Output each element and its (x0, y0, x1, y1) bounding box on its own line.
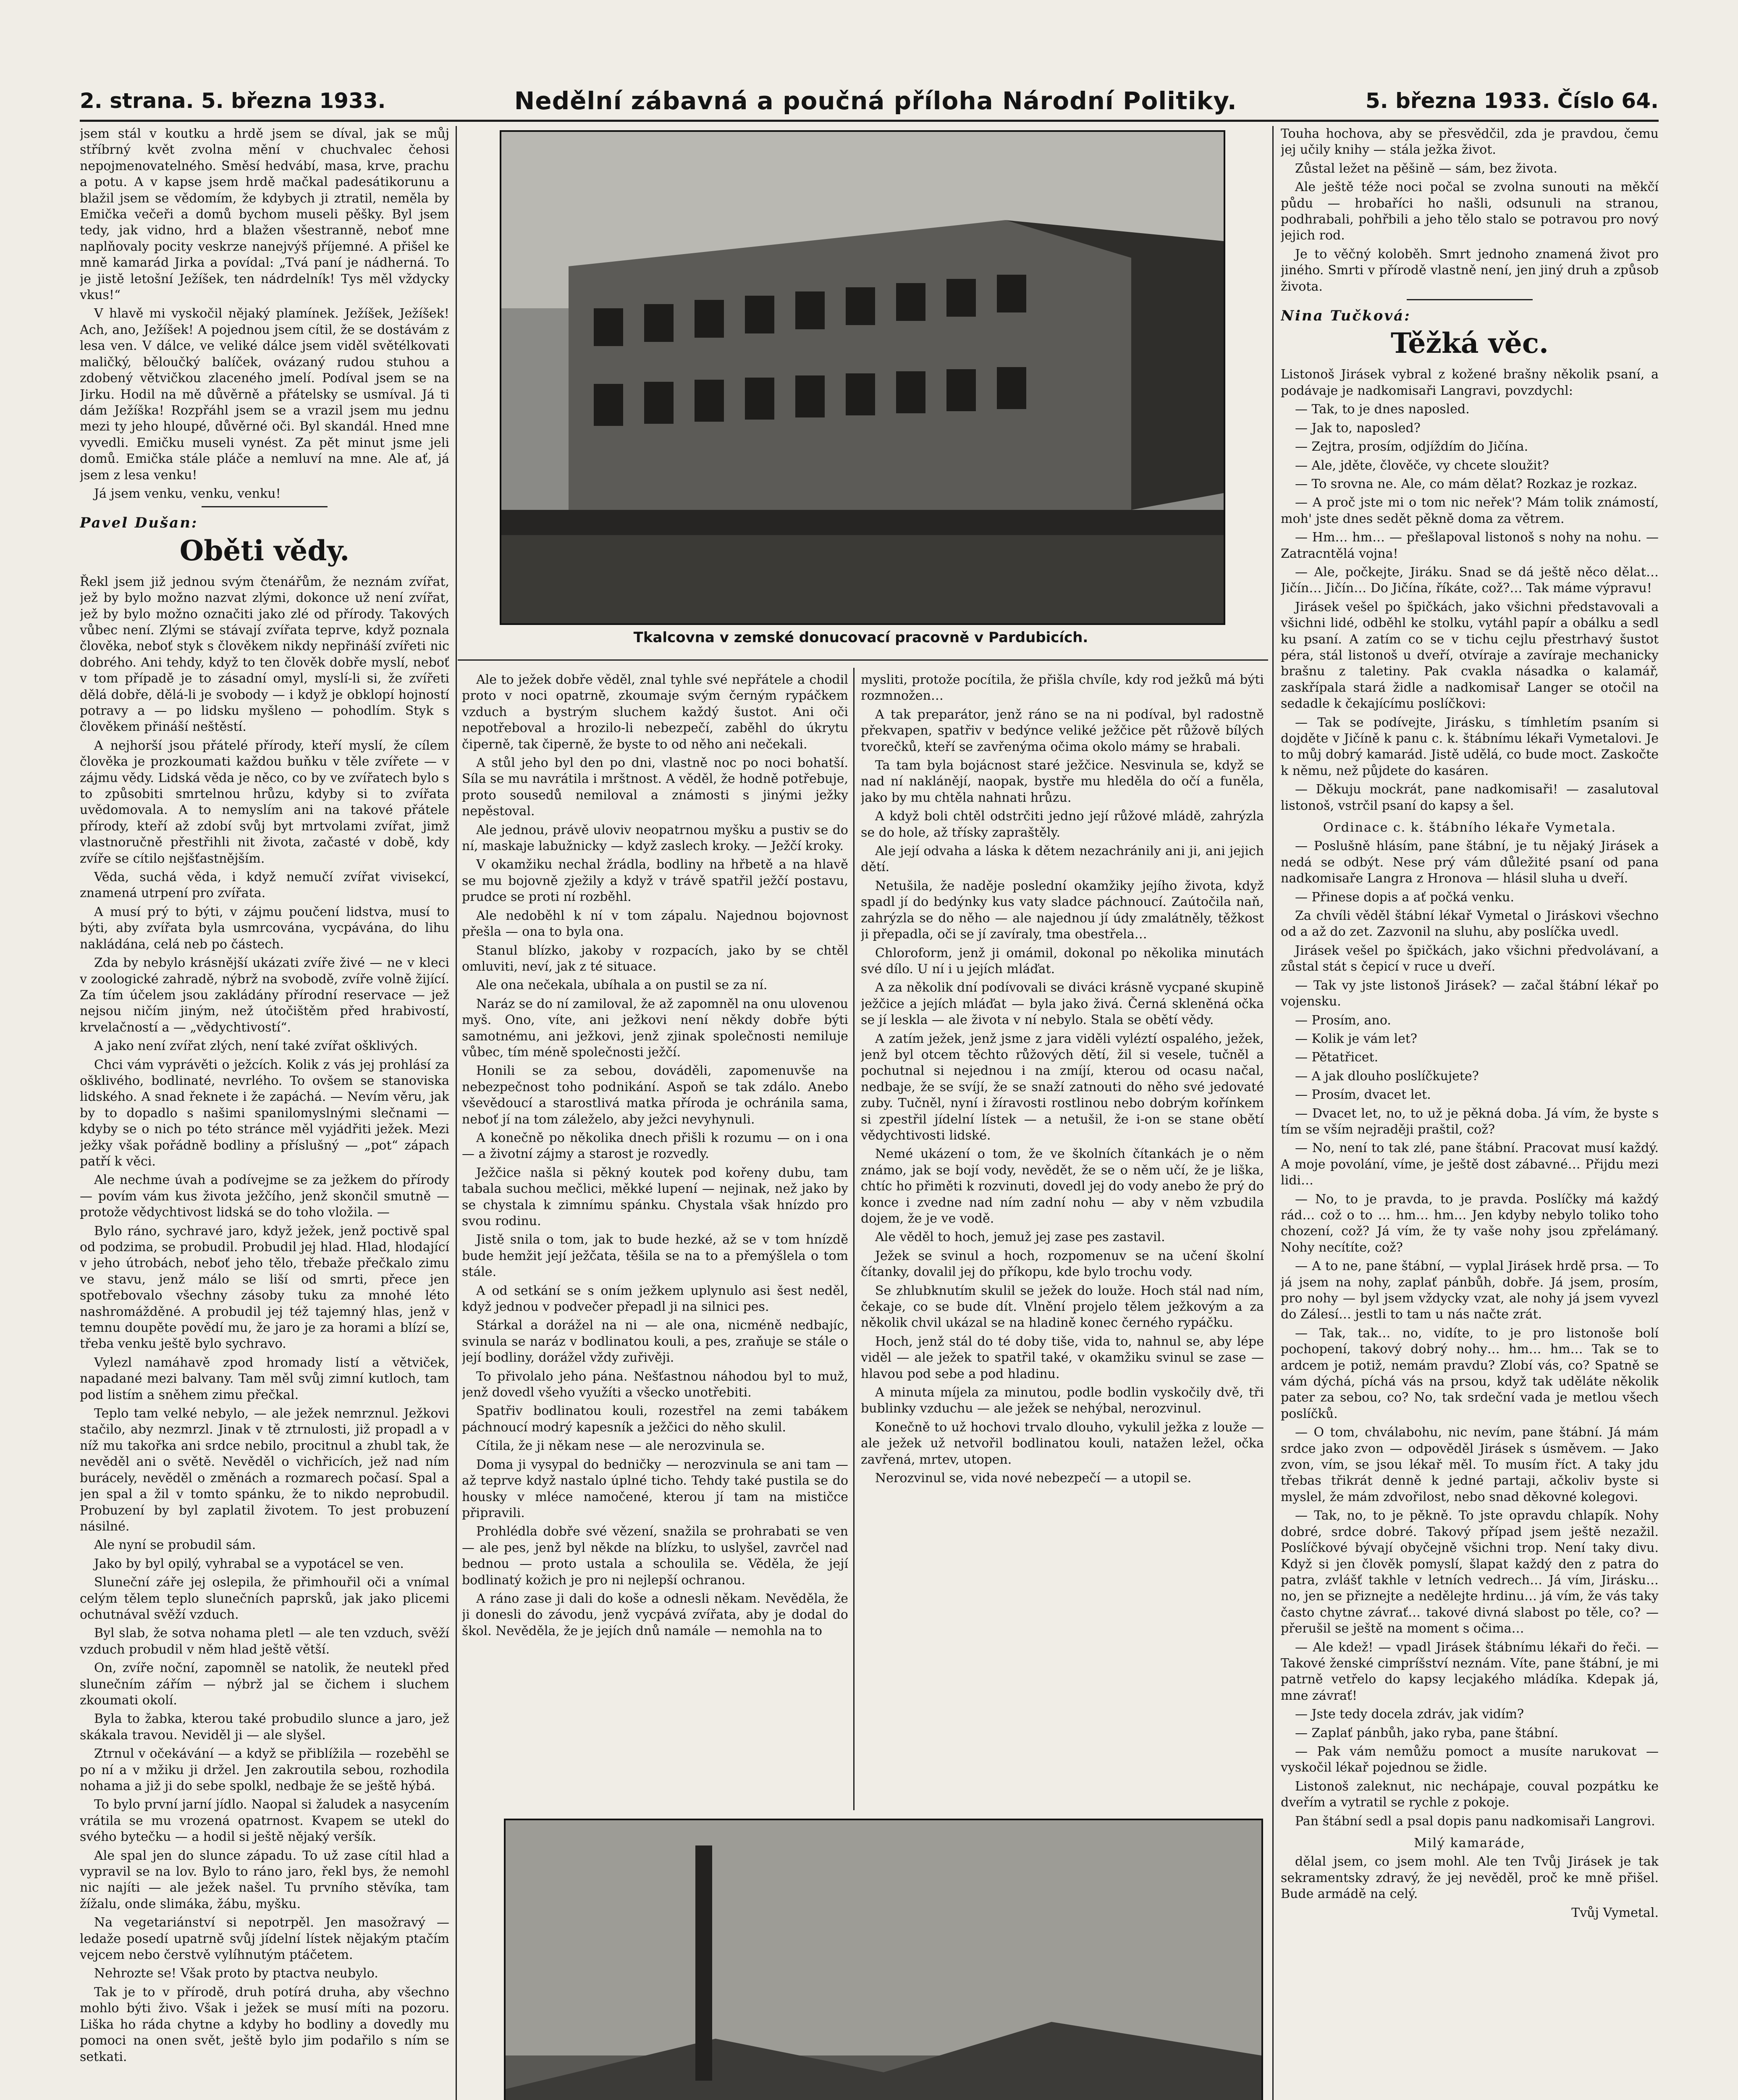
paragraph: Stanul blízko, jakoby v rozpacích, jako by se chtěl omluviti, neví, jak z té situace. (462, 943, 848, 974)
paragraph: Jako by byl opilý, vyhrabal se a vypotácel se ven. (94, 1556, 404, 1571)
paragraph: — Tak se podívejte, Jirásku, s tímhletím psaním si dojděte v Jičíně k panu c. k. štábnímu lékaři Vymetalovi. Je to můj dobrý kamarád. Jistě udělá, co bude moct. Zaskočte k němu, než půjdete do kasáren. (1281, 715, 1659, 778)
column-divider (456, 126, 457, 2100)
paragraph: Tak je to v přírodě, druh potírá druha, aby všechno mohlo býti živo. Však i ježek se musí míti na pozoru. Liška ho ráda chytne a kdyby ho bodliny a dovedly mu pomoci na onen svět, ještě bylo jim podařilo s ním se setkati. (80, 1984, 449, 2064)
article-author: Nina Tučková: (1281, 307, 1411, 325)
paragraph: Jirásek vešel po špičkách, jako všichni představovali a všichni lidé, odběhl ke stolku, vytáhl papír a obálku a sedl ku psaní. A zatím co se v tichu cejlu přestrhavý šustot péra, stál listonoš u dveří, otvíraje a zavíraje mechanicky brašnu z taletiny. Pak cvakla násadka o kalamář, zaskřípala stará židle a nadkomisař Langer se otočil na sedadle k čekajícímu poslíčkovi: (1281, 599, 1659, 711)
paragraph: Ztrnul v očekávání — a když se přiblížila — rozeběhl se po ní a v mžiku ji držel. Jen zakroutila sebou, rozhodila nohama a již ji do sebe spolkl, nedbaje že se ještě hýbá. (80, 1746, 449, 1793)
paragraph: Listonoš Jirásek vybral z kožené brašny několik psaní, a podávaje je nadkomisaři Langravi, povzdychl: (1281, 367, 1659, 398)
paragraph: Naráz se do ní zamiloval, že až zapomněl na onu ulovenou myš. Ono, víte, ani ježkovi není někdy dobře býti samotnému, ani ježkovi, jenž zjinak společnosti nemiluje vůbec, tím méně společnosti ježčí. (462, 996, 848, 1060)
paragraph: Ale její odvaha a láska k dětem nezachránily ani ji, ani jejich dětí. (861, 844, 1264, 875)
paragraph: A když boli chtěl odstrčiti jedno její růžové mládě, zahrýzla se do hole, až třísky zapraštěly. (861, 809, 1264, 840)
divider (1407, 299, 1533, 300)
paragraph: Ale spal jen do slunce západu. To už zase cítil hlad a vypravil se na lov. Bylo to ráno jaro, řekl bys, že nemohl nic najíti — ale ježek našel. Tu prvního stěvíka, tam žížalu, onde slimáka, žábu, myšku. (80, 1848, 449, 1911)
paragraph: — No, to je pravda, to je pravda. Poslíčky má každý rád… což o to … hm… hm… Jen kdyby nebylo toliko toho chození, což? Já vím, že ty vaše nohy jsou zpřelámaný. Nohy necítíte, což? (1281, 1192, 1659, 1255)
paragraph: A musí prý to býti, v zájmu poučení lidstva, musí to býti, aby zvířata byla usmrcována, vycpávána, do lihu nakládána, celá neb po částech. (80, 904, 449, 952)
header-left: 2. strana. 5. března 1933. (80, 89, 386, 113)
paragraph: — O tom, chválabohu, nic nevím, pane štábní. Já mám srdce jako zvon — odpověděl Jirásek s úsměvem. — Jako zvon, vím, se jsou lékař měl. To musím říct. A taky jdu třebas třikrát denně k jedné partaji, ačkoliv byste si myslel, že mám zdvořilost, nebo snad děkovné kolegovi. (1281, 1425, 1659, 1504)
paragraph: — Pak vám nemůžu pomoct a musíte narukovat — vyskočil lékař pojednou se židle. (1281, 1744, 1659, 1775)
paragraph: Stárkal a dorážel na ni — ale ona, nicméně nedbajíc, svinula se naráz v bodlinatou kouli, a pes, zraňuje se stále o její bodliny, dorážel vždy zuřivěji. (462, 1318, 848, 1365)
paragraph: On, zvíře noční, zapomněl se natolik, že neutekl před slunečním zářím — nýbrž jal se čichem i sluchem zkoumati okolí. (80, 1661, 449, 1708)
paragraph: — No, není to tak zlé, pane štábní. Pracovat musí každý. A moje povolání, víme, je ještě dost zábavné… Přijdu mezi lidi… (1281, 1141, 1659, 1188)
paragraph: Na vegetariánství si nepotrpěl. Jen masožravý — ledaže posedí upatrně svůj jídelní lístek nějakým ptačím vejcem nebo čerstvě vylíhnutým ptáčetem. (80, 1915, 449, 1963)
paragraph: — Prosím, dvacet let. (1295, 1087, 1431, 1102)
article-title: Těžká věc. (1391, 327, 1549, 360)
paragraph: A za několik dní podívovali se diváci krásně vycpané skupině ježčice a jejích mláďat — byla jako živá. Černá skleněná očka se jí leskla — ale života v ní nebylo. Stala se obětí vědy. (861, 980, 1264, 1028)
header-rule (80, 120, 1659, 122)
article-title: Oběti vědy. (179, 534, 350, 567)
paragraph: Nemé ukázení o tom, že ve školních čítankách je o něm známo, jak se bojí vody, nevědět, že se o něm učí, že je liška, chtíc ho přiměti k rozvinuti, dovedl jej do vody anebo že prý do konce i zvedne nad ním zadní nohu — aby v něm vzbudila dojem, že je ve vodě. (861, 1147, 1264, 1226)
paragraph: Ježek se svinul a hoch, rozpomenuv se na učení školní čítanky, dovalil jej do příkopu, kde bylo trochu vody. (861, 1248, 1264, 1280)
paragraph: — Jste tedy docela zdráv, jak vidím? (1295, 1707, 1524, 1722)
paragraph: A tak preparátor, jenž ráno se na ni podíval, byl radostně překvapen, spatřiv v bedýnce veliké ježčice pět růžově bílých tvorečků, kteří se zavřenýma očima okolo mámy se hrabali. (861, 707, 1264, 754)
paragraph: — Jak to, naposled? (1295, 420, 1421, 436)
paragraph: A konečně po několika dnech přišli k rozumu — on i ona — a životní zájmy a starost je rozvedly. (462, 1130, 848, 1162)
paragraph: dělal jsem, co jsem mohl. Ale ten Tvůj Jirásek je tak sekramentsky zdravý, že jej nevěděl, proč ke mně přišel. Bude armádě na celý. (1281, 1854, 1659, 1902)
paragraph: Doma ji vysypal do bedničky — nerozvinula se ani tam — až teprve když nastalo úplné ticho. Tehdy také pustila se do housky v mléce namočené, kterou jí tam na mističce připravili. (462, 1457, 848, 1520)
paragraph: — Tak, tak… no, vidíte, to je pro listonoše bolí pochopení, takový dobrý nohy… hm… hm… Tak se to ardcem je potiž, nemám pravdu? Zlobí vás, co? Spatně se vám dýchá, píchá vás na prsou, když tak uděláte několik pater za sebou, co? No, tak srdeční vada je metlou všech poslíčků. (1281, 1326, 1659, 1421)
paragraph: mysliti, protože pocítila, že přišla chvíle, kdy rod ježků má býti rozmnožen… (861, 672, 1264, 704)
paragraph: Ježčice našla si pěkný koutek pod kořeny dubu, tam tabala suchou mečlici, měkké lupení — nejinak, než jako by se chystala k zimnímu spánku. Chystala však hnízdo pro svou rodinu. (462, 1165, 848, 1228)
page-header (80, 84, 1659, 118)
column-divider (1272, 126, 1274, 2100)
column-4 (1281, 126, 1659, 2100)
paragraph: — Pětatřicet. (1295, 1050, 1379, 1065)
paragraph: — Přinese dopis a ať počká venku. (1295, 890, 1515, 905)
paragraph: Ale nedoběhl k ní v tom zápalu. Najednou bojovnost přešla — ona to byla ona. (462, 908, 848, 940)
paragraph: — Tak, to je dnes naposled. (1295, 402, 1470, 417)
divider (202, 506, 328, 507)
paragraph: Ale to ježek dobře věděl, znal tyhle své nepřátele a chodil proto v noci opatrně, zkoumaje svým černým rypáčkem vzduch a bystrým sluchem každý šustot. Ani oči nepotřeboval a hrozilo-li nebezpečí, zaběhl do úkrytu čiperně, tak čiperně, že byste to od něho ani nečekali. (462, 672, 848, 752)
paragraph: Konečně to už hochovi trvalo dlouho, vykulil ježka z louže — ale ježek už netvořil bodlinatou kouli, natažen ležel, očka zavřená, mrtev, utopen. (861, 1420, 1264, 1467)
column-3 (861, 672, 1264, 1806)
column-2 (462, 672, 848, 1806)
paragraph: — Děkuju mockrát, pane nadkomisaři! — zasalutoval listonoš, vstrčil psaní do kapsy a šel. (1281, 782, 1659, 813)
caption-rule (458, 659, 1268, 661)
paragraph: — Hm… hm… — přešlapoval listonoš s nohy na nohu. — Zatracntělá vojna! (1281, 530, 1659, 561)
paragraph: Ale jednou, právě uloviv neopatrnou myšku a pustiv se do ní, maskaje labužnicky — když zaslech kroky. — Ježčí kroky. (462, 822, 848, 854)
paragraph: — Ale kdež! — vpadl Jirásek štábnímu lékaři do řeči. — Takové ženské cimpríšství neznám. Víte, pane štábní, je mi patrně vetřelo do kapsy lecjakého mládíka. Kdepak já, mne závrať! (1281, 1640, 1659, 1703)
paragraph: — To srovna ne. Ale, co mám dělat? Rozkaz je rozkaz. (1295, 476, 1638, 491)
factory-photo (500, 130, 1225, 625)
paragraph: jsem stál v koutku a hrdě jsem se díval, jak se můj stříbrný květ zvolna mění v chuchvalec čehosi nepojmenovatelného. Směsí hedvábí, masa, krve, prachu a potu. A v kapse jsem hrdě mačkal padesátikorunu a blažil jsem se vědomím, že kdybych ji ztratil, neměla by Emička večeři a domů bychom museli pěšky. Byl jsem tedy, jak vidno, hrd a blažen všestranně, neboť mne naplňovaly pocity veskrze nanejvýš příjemné. A přišel ke mně kamarád Jirka a povídal: „Tvá paní je nádherná. To je jistě letošní Ježíšek, ten nádrdelník! Tys měl vždycky vkus!“ (80, 126, 449, 303)
paragraph: Vylezl namáhavě zpod hromady listí a větviček, napadané mezi balvany. Tam měl svůj zimní kutloch, tam pod listím a sněhem zimu přečkal. (80, 1355, 449, 1402)
paragraph: A od setkání se s oním ježkem uplynulo asi šest neděl, když jednou v podvečer přepadl ji na silnici pes. (462, 1283, 848, 1315)
letter-salutation: Milý kamaráde, (1414, 1836, 1526, 1851)
paragraph: Nehrozte se! Však proto by ptactva neubylo. (94, 1966, 378, 1981)
paragraph: To přivolalo jeho pána. Nešťastnou náhodou byl to muž, jenž dovedl všeho využíti a všecko unotřebiti. (462, 1369, 848, 1400)
paragraph: Pan štábní sedl a psal dopis panu nadkomisaři Langrovi. (1295, 1814, 1655, 1829)
paragraph: — Prosím, ano. (1295, 1013, 1391, 1028)
paragraph: — Ale, jděte, člověče, vy chcete sloužit? (1295, 458, 1549, 473)
letter-signature: Tvůj Vymetal. (1571, 1905, 1659, 1920)
paragraph: Jistě snila o tom, jak to bude hezké, až se v tom hnízdě bude hemžit její ježčata, těšila se na to a přemýšlela o tom stále. (462, 1232, 848, 1280)
paragraph: V okamžiku nechal žrádla, bodliny na hřbetě a na hlavě se mu bojovně zježily a když v trávě spatřil ježčí postavu, prudce se proti ní rozběhl. (462, 857, 848, 905)
column-1 (80, 126, 449, 2100)
workshop-photo-image (506, 1820, 1261, 2100)
paragraph: Ale nechme úvah a podívejme se za ježkem do přírody — povím vám kus života ježčího, jenž skončil smutně — protože vědychtivost lidská se do toho vložila. — (80, 1173, 449, 1220)
paragraph: Bylo ráno, sychravé jaro, když ježek, jenž poctivě spal od podzima, se probudil. Probudil jej hlad. Hlad, hlodající v jeho útrobách, neboť jeho tělo, třebaže přečkalo zimu ve stavu, jenž málo se liší od smrti, přece jen spotřebovalo všechny zásoby tuku za mnohé léto nashromážděné. A probudil jej též tajemný hlas, jenž v temnu doupěte povědí mu, že jaro je za horami a blízí se, třeba venku ještě bylo sychravo. (80, 1223, 449, 1352)
paragraph: Honili se za sebou, dováděli, zapomenuvše na nebezpečnost toho podnikání. Aspoň se tak zdálo. Anebo vševědoucí a starostlivá matka příroda je ochránila sama, neboť jí na tom záleželo, aby ježci nevyhynuli. (462, 1063, 848, 1127)
paragraph: — Zaplať pánbůh, jako ryba, pane štábní. (1295, 1725, 1558, 1740)
paragraph: Spatřiv bodlinatou kouli, rozestřel na zemi tabákem páchnoucí modrý kapesník a ježčici do něho skulil. (462, 1404, 848, 1435)
column-divider (853, 668, 855, 1810)
paragraph: — A jak dlouho poslíčkujete? (1295, 1068, 1479, 1084)
paragraph: To bylo první jarní jídlo. Naopal si žaludek a nasycením vrátila se mu vrozená opatrnost. Kvapem se utekl do svého bytečku — a hodil si ještě nějaký veršík. (80, 1797, 449, 1845)
paragraph: — Zejtra, prosím, odjíždím do Jičína. (1295, 439, 1528, 454)
photo-caption: Tkalcovna v zemské donucovací pracovně v Pardubicích. (633, 629, 1088, 646)
paragraph: Hoch, jenž stál do té doby tiše, vida to, nahnul se, aby lépe viděl — ale ježek to spatřil také, v okamžiku svinul se zase — hlavou pod sebe a pod hladinu. (861, 1334, 1264, 1381)
paragraph: — Tak, no, to je pěkně. To jste opravdu chlapík. Nohy dobré, srdce dobré. Takový případ jsem ještě nezažil. Poslíčkové bývají obyčejně všichni trop. Není taky divu. Když si jen člověk pomyslí, šlapat každý den z patra do patra, zvlášť takhle v letních vedrech… Já vím, Jirásku… no, jen se přiznejte a nedělejte hrdinu… já vím, že vás taky často chytne závrať… takové divná slabost po těle, co? — přerušil se ještě na moment s očima… (1281, 1508, 1659, 1636)
paragraph: Jirásek vešel po špičkách, jako všichni předvolávaní, a zůstal stát s čepicí v ruce u dveří. (1281, 943, 1659, 974)
paragraph: Chloroform, jenž ji omámil, dokonal po několika minutách své dílo. U ní i u jejích mláďat. (861, 945, 1264, 976)
paragraph: — Ale, počkejte, Jiráku. Snad se dá ještě něco dělat… Jičín… Jičín… Do Jičína, říkáte, což?… Tak máme výpravu! (1281, 564, 1659, 596)
paragraph: A nejhorší jsou přátelé přírody, kteří myslí, že cílem člověka je prozkoumati každou buňku v těle zvířete — v zájmu vědy. Lidská věda je něco, co by ve zvířatech bylo s to způsobiti smrtelnou hrůzu, kdyby si to zvířata uvědomovala. A to nemyslím ani na takové přátele přírody, kteří až zdobí svůj byt mrtvolami zvířat, jimž vlastnoručně přestřihli nit života, začasté v době, kdy zvíře se cítilo nejšťastnějším. (80, 738, 449, 866)
paragraph: Věda, suchá věda, i když nemučí zvířat vivisekcí, znamená utrpení pro zvířata. (80, 870, 449, 901)
paragraph: Zůstal ležet na pěšině — sám, bez života. (1295, 161, 1557, 176)
paragraph: Je to věčný koloběh. Smrt jednoho znamená život pro jiného. Smrti v přírodě vlastně není, jen jiný druh a způsob života. (1281, 247, 1659, 294)
section-heading: Ordinace c. k. štábního lékaře Vymetala. (1323, 820, 1617, 835)
paragraph: A stůl jeho byl den po dni, vlastně noc po noci bohatší. Síla se mu navrátila i mrštnost. A věděl, že hodně potřebuje, proto sousedů nemiloval a známosti s jinými ježky nepěstoval. (462, 756, 848, 819)
paragraph: — Poslušně hlásím, pane štábní, je tu nějaký Jirásek a nedá se odbýt. Nese prý vám důležité psaní od pana nadkomisaře Langra z Hronova — hlásil sluha u dveří. (1281, 839, 1659, 886)
paragraph: — A proč jste mi o tom nic neřek'? Mám tolik známostí, moh' jste dnes sedět pěkně doma za větrem. (1281, 495, 1659, 526)
header-center: Nedělní zábavná a poučná příloha Národní Politiky. (514, 87, 1237, 115)
paragraph: — A to ne, pane štábní, — vyplal Jirásek hrdě prsa. — To já jsem na nohy, zaplať pánbůh, dobře. Já jsem, prosím, pro nohy — byl jsem vždycky vzat, ale nohy já jsem vyvezl do Zálesí… jestli to tam u nás načte zrát. (1281, 1259, 1659, 1322)
header-right: 5. března 1933. Číslo 64. (1365, 89, 1659, 113)
paragraph: Ale věděl to hoch, jemuž jej zase pes zastavil. (875, 1230, 1165, 1245)
paragraph: — Tak vy jste listonoš Jirásek? — začal štábní lékař po vojensku. (1281, 978, 1659, 1009)
paragraph: Ta tam byla bojácnost staré ježčice. Nesvinula se, když se nad ní naklánějí, naopak, bystře mu hleděla do očí a funěla, jako by mu chtěla nahnati hrůzu. (861, 758, 1264, 805)
paragraph: Ale nyní se probudil sám. (94, 1538, 256, 1553)
paragraph: Ale ona nečekala, ubíhala a on pustil se za ní. (476, 978, 768, 993)
paragraph: Ale ještě téže noci počal se zvolna sunouti na měkčí půdu — hrobaříci ho našli, odsunuli na stranou, podhrabali, pohřbili a jeho tělo stalo se potravou pro nový jejich rod. (1281, 180, 1659, 243)
paragraph: Touha hochova, aby se přesvědčil, zda je pravdou, čemu jej učily knihy — stála ježka život. (1281, 126, 1659, 158)
paragraph: — Dvacet let, no, to už je pěkná doba. Já vím, že byste s tím se vším nejraději praštil, což? (1281, 1106, 1659, 1137)
paragraph: Netušila, že naděje poslední okamžiky jejího života, když spadl jí do bedýnky kus vaty sladce páchnoucí. Zaútočila naň, zahrýzla se do něho — ale najednou jí údy zmalátněly, těžkost ji přepadla, oči se jí zavíraly, tma obestřela… (861, 878, 1264, 942)
paragraph: Já jsem venku, venku, venku! (94, 486, 281, 501)
workshop-photo (504, 1819, 1263, 2100)
paragraph: Byla to žabka, kterou také probudilo slunce a jaro, jež skákala travou. Neviděl ji — ale slyšel. (80, 1712, 449, 1743)
paragraph: Sluneční záře jej oslepila, že přimhouřil oči a vnímal celým tělem teplo slunečních paprsků, jak jako plicemi ochutnával svěží vzduch. (80, 1575, 449, 1622)
paragraph: A jako není zvířat zlých, není také zvířat ošklivých. (94, 1039, 418, 1054)
paragraph: Cítila, že ji někam nese — ale nerozvinula se. (476, 1438, 765, 1454)
paragraph: Teplo tam velké nebylo, — ale ježek nemrznul. Ježkovi stačilo, aby nezmrzl. Jinak v tě ztrnulosti, již propadl a v níž mu takořka ani srdce nebilo, procitnul a zhubl tak, že nevěděl ani o světě. Nevěděl o vichřicích, jež nad ním burácely, nevěděl o změnách a rozmarech počasí. Spal a jen spal a žil v tomto spánku, že to nikdo neprobudil. Probuzení by byl zaplatil životem. To jest probuzení násilné. (80, 1406, 449, 1534)
paragraph: Chci vám vyprávěti o ježcích. Kolik z vás jej prohlásí za ošklivého, bodlinaté, nevrlého. To ovšem se stanoviska lidského. A snad řeknete i že zapáchá. — Nevím věru, jak by to dopadlo s našimi spanilomyslnými slečnami — kdyby se o nich po této stránce měl vyjádřiti ježek. Mezi ježky však pořádně bodliny a příslušný — „pot“ zápach patří k věci. (80, 1057, 449, 1169)
paragraph: V hlavě mi vyskočil nějaký plamínek. Ježíšek, Ježíšek! Ach, ano, Ježíšek! A pojednou jsem cítil, že se dostávám z lesa ven. V dálce, ve veliké dálce jsem viděl světélkovati maličký, běloučký balíček, ovázaný rudou stuhou a zdobený větvičkou zlaceného jmelí. Podíval jsem se na Jirku. Hodil na mě důvěrně a přátelsky se usmíval. Já ti dám Ježíška! Rozpřáhl jsem se a vrazil jsem mu jednu mezi ty jeho hloupé, důvěrné oči. Byl skandál. Hned mne vyvedli. Emičku museli vynést. Za pět minut jsme jeli domů. Emička stále pláče a nemluví na mne. Ale ať, já jsem z lesa venku! (80, 306, 449, 483)
paragraph: Za chvíli věděl štábní lékař Vymetal o Jiráskovi všechno od a až do zet. Zazvonil na sluhu, aby poslíčka uvedl. (1281, 908, 1659, 940)
paragraph: Prohlédla dobře své vězení, snažila se prohrabati se ven — ale pes, jenž byl někde na blízku, to uslyšel, zavrčel nad bednou — proto ustala a schoulila se. Věděla, že její bodlinatý kožich je pro ni nejlepší ochranou. (462, 1524, 848, 1588)
paragraph: Listonoš zaleknut, nic nechápaje, couval pozpátku ke dveřím a vytratil se rychle z pokoje. (1281, 1779, 1659, 1810)
paragraph: Řekl jsem již jednou svým čtenářům, že neznám zvířat, jež by bylo možno nazvat zlými, dokonce už není zvířat, jež by bylo možno označiti jako zlé od přírody. Takových vůbec není. Zlými se stávají zvířata teprve, když poznala člověka, neboť styk s člověkem nikdy nepřináší zvířeti nic dobrého. Ani tehdy, když to ten člověk dobře myslí, neboť v tom případě je to zásadní omyl, myslí-li si, že zvířeti dělá dobře, dělá-li je svobody — i když je obklopí hojností potravy a — po lidsku myšleno — pohodlím. Styk s člověkem přináší neštěstí. (80, 574, 449, 735)
article-author: Pavel Dušan: (80, 514, 198, 532)
paragraph: Nerozvinul se, vida nové nebezpečí — a utopil se. (875, 1471, 1192, 1486)
paragraph: Se zhlubknutím skulil se ježek do louže. Hoch stál nad ním, čekaje, co se bude dít. Vlnění projelo tělem ježkovým a za několik chvil ukázal se na hladině konec černého rypáčku. (861, 1283, 1264, 1331)
factory-photo-image (501, 132, 1224, 623)
paragraph: Byl slab, že sotva nohama pletl — ale ten vzduch, svěží vzduch probudil v něm hlad ještě větší. (80, 1626, 449, 1657)
paragraph: A minuta míjela za minutou, podle bodlin vyskočily dvě, tři bublinky vzduchu — ale ježek se nehýbal, nerozvinul. (861, 1385, 1264, 1416)
paragraph: A zatím ježek, jenž jsme z jara viděli vyléztí ospalého, ježek, jenž byl otcem těchto růžových dětí, žil si vesele, tučněl a pochutnal si nejednou i na zmíjí, kterou od ocasu načal, nedbaje, že se svíjí, že se snaží zatnouti do něho své jedovaté zuby. Tučněl, nyní i žíravosti rostlinou nebo dobrým kořínkem si zpestřil jídelní lístek — a netušil, že i-on se stane obětí vědychtivosti lidské. (861, 1031, 1264, 1143)
paragraph: Zda by nebylo krásnější ukázati zvíře živé — ne v kleci v zoologické zahradě, nýbrž na svobodě, zvíře volně žijící. Za tím účelem jsou zakládány přírodní reservace — jež nejsou ničím jiným, než útočištěm před hrabivostí, krvelačností a — „vědychtivostí“. (80, 956, 449, 1035)
paragraph: A ráno zase ji dali do koše a odnesli někam. Nevěděla, že ji donesli do závodu, jenž vycpává zvířata, aby je dodal do škol. Nevěděla, že je jejích dnů namále — nemohla na to (462, 1591, 848, 1638)
paragraph: — Kolik je vám let? (1295, 1031, 1418, 1046)
